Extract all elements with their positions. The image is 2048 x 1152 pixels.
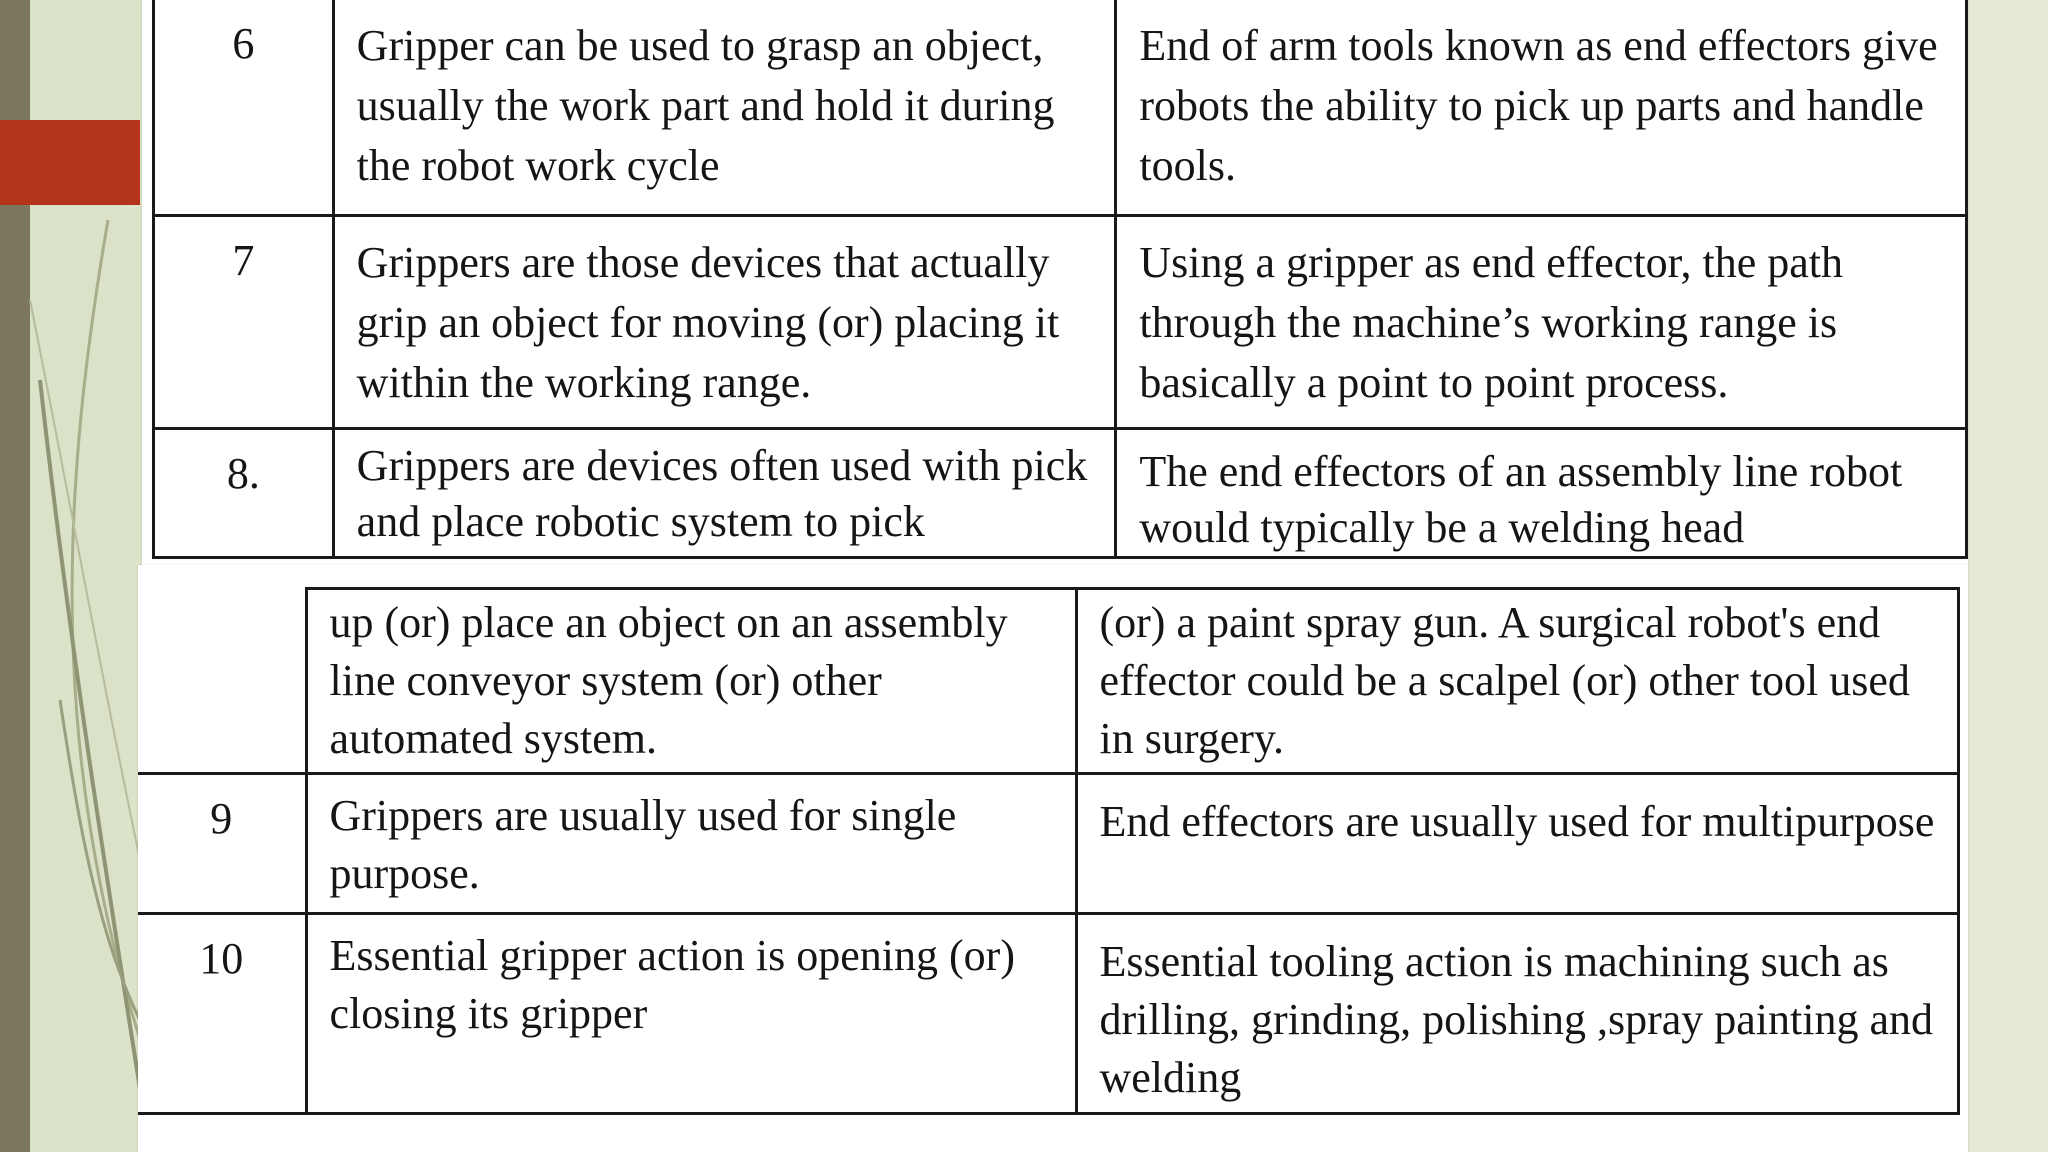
row-number: 10 [138, 914, 306, 1114]
row-number: 9 [138, 774, 306, 914]
scanned-table-bottom [138, 565, 1968, 1152]
end-effector-cell: (or) a paint spray gun. A surgical robot's end effector could be a scalpel (or) other tool used in surgery. [1076, 589, 1958, 774]
gripper-cell: Grippers are those devices that actually grip an object for moving (or) placing it within the working range. [333, 216, 1116, 429]
end-effector-cell: End of arm tools known as end effectors give robots the ability to pick up parts and handle tools. [1116, 0, 1967, 216]
row-number: 6 [154, 0, 334, 216]
end-effector-cell: The end effectors of an assembly line robot would typically be a welding head [1116, 429, 1967, 558]
row-number: 7 [154, 216, 334, 429]
end-effector-cell: Essential tooling action is machining such as drilling, grinding, polishing ,spray painting and welding [1076, 914, 1958, 1114]
end-effector-cell: End effectors are usually used for multipurpose [1076, 774, 1958, 914]
table-row [154, 429, 1967, 558]
gripper-cell: Essential gripper action is opening (or) closing its gripper [306, 914, 1076, 1114]
end-effector-cell: Using a gripper as end effector, the path through the machine’s working range is basically a point to point process. [1116, 216, 1967, 429]
gripper-cell: up (or) place an object on an assembly line conveyor system (or) other automated system. [306, 589, 1076, 774]
table-row [138, 774, 1958, 914]
table-row [154, 216, 1967, 429]
row-number: 8. [154, 429, 334, 558]
table-row [154, 0, 1967, 216]
row-number [138, 589, 306, 774]
comparison-table-top [152, 0, 1968, 559]
scanned-table-top [142, 0, 1968, 565]
gripper-cell: Grippers are devices often used with pick and place robotic system to pick [333, 429, 1116, 558]
comparison-table-bottom [138, 587, 1960, 1115]
table-row [138, 589, 1958, 774]
gripper-cell: Grippers are usually used for single purpose. [306, 774, 1076, 914]
red-accent-block [0, 120, 140, 205]
table-row [138, 914, 1958, 1114]
gripper-cell: Gripper can be used to grasp an object, usually the work part and hold it during the robot work cycle [333, 0, 1116, 216]
